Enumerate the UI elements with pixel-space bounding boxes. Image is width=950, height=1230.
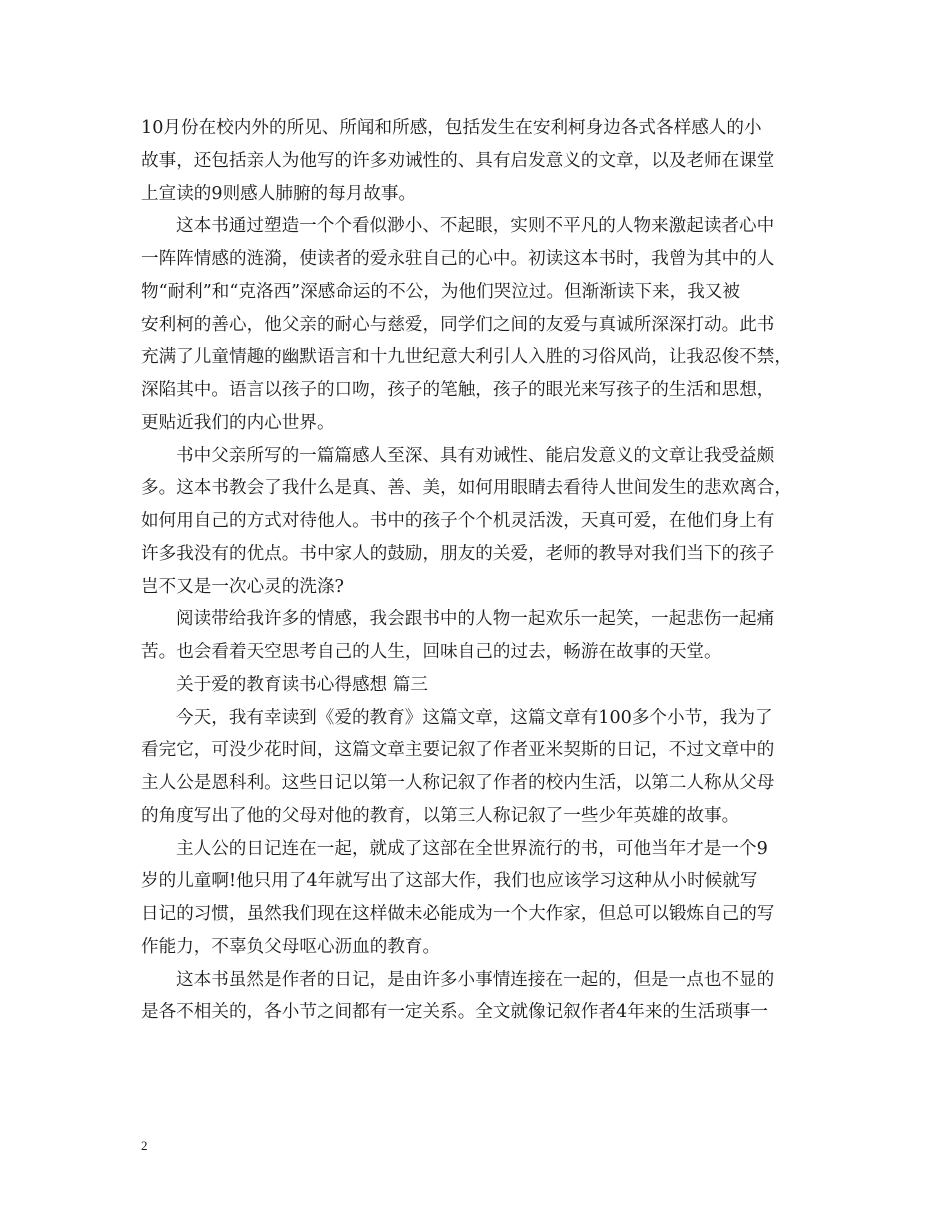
text-line: 这本书虽然是作者的日记，是由许多小事情连接在一起的，但是一点也不显的 — [176, 969, 775, 990]
text-line: 今天，我有幸读到《爱的教育》这篇文章，这篇文章有100多个小节，我为了 — [176, 707, 773, 728]
text-line: 主人公是恩科利。这些日记以第一人称记叙了作者的校内生活，以第二人称从父母 — [141, 773, 775, 793]
text-line: 这本书通过塑造一个个看似渺小、不起眼，实则不平凡的人物来激起读者心中 — [176, 216, 775, 237]
body-text — [141, 112, 811, 1029]
text-line: 许多我没有的优点。书中家人的鼓励，朋友的关爱，老师的教导对我们当下的孩子 — [141, 543, 775, 564]
section-heading: 关于爱的教育读书心得感想 篇三 — [176, 674, 428, 695]
text-line: 10月份在校内外的所见、所闻和所感，包括发生在安利柯身边各式各样感人的小 — [141, 118, 762, 138]
text-line: 阅读带给我许多的情感，我会跟书中的人物一起欢乐一起笑，一起悲伤一起痛 — [176, 609, 775, 630]
text-line: 上宣读的9则感人肺腑的每月故事。 — [141, 183, 417, 204]
text-line: 更贴近我们的内心世界。 — [141, 412, 335, 433]
text-line: 岁的儿童啊!他只用了4年就写出了这部大作，我们也应该学习这种从小时候就写 — [141, 871, 758, 892]
text-line: 岂不又是一次心灵的洗涤? — [141, 576, 344, 597]
text-line: 多。这本书教会了我什么是真、善、美，如何用眼睛去看待人世间发生的悲欢离合， — [141, 478, 792, 499]
text-line: 作能力，不辜负父母呕心沥血的教育。 — [141, 936, 441, 957]
text-line: 如何用自己的方式对待他人。书中的孩子个个机灵活泼，天真可爱，在他们身上有 — [141, 511, 775, 531]
text-line: 充满了儿童情趣的幽默语言和十九世纪意大利引人入胜的习俗风尚，让我忍俊不禁， — [141, 347, 792, 368]
text-line: 深陷其中。语言以孩子的口吻，孩子的笔触，孩子的眼光来写孩子的生活和思想， — [141, 380, 775, 400]
text-line: 物“耐利”和“克洛西”深感命运的不公，为他们哭泣过。但渐渐读下来，我又被 — [141, 281, 740, 302]
text-line: 书中父亲所写的一篇篇感人至深、具有劝诫性、能启发意义的文章让我受益颇 — [176, 445, 775, 466]
page-number: 2 — [141, 1138, 148, 1153]
text-line: 故事，还包括亲人为他写的许多劝诫性的、具有启发意义的文章，以及老师在课堂 — [141, 150, 775, 171]
text-line: 的角度写出了他的父母对他的教育，以第三人称记叙了一些少年英雄的故事。 — [141, 805, 740, 826]
text-line: 苦。也会看着天空思考自己的人生，回味自己的过去，畅游在故事的天堂。 — [141, 642, 722, 662]
text-line: 一阵阵情感的涟漪，使读者的爱永驻自己的心中。初读这本书时，我曾为其中的人 — [141, 249, 775, 269]
text-line: 是各不相关的，各小节之间都有一定关系。全文就像记叙作者4年来的生活琐事一 — [141, 1002, 768, 1023]
text-line: 日记的习惯，虽然我们现在这样做未必能成为一个大作家，但总可以锻炼自己的写 — [141, 904, 775, 924]
text-line: 安利柯的善心，他父亲的耐心与慈爱，同学们之间的友爱与真诚所深深打动。此书 — [141, 314, 775, 335]
text-line: 主人公的日记连在一起，就成了这部在全世界流行的书，可他当年才是一个9 — [176, 838, 768, 859]
text-line: 看完它，可没少花时间，这篇文章主要记叙了作者亚米契斯的日记，不过文章中的 — [141, 740, 775, 761]
